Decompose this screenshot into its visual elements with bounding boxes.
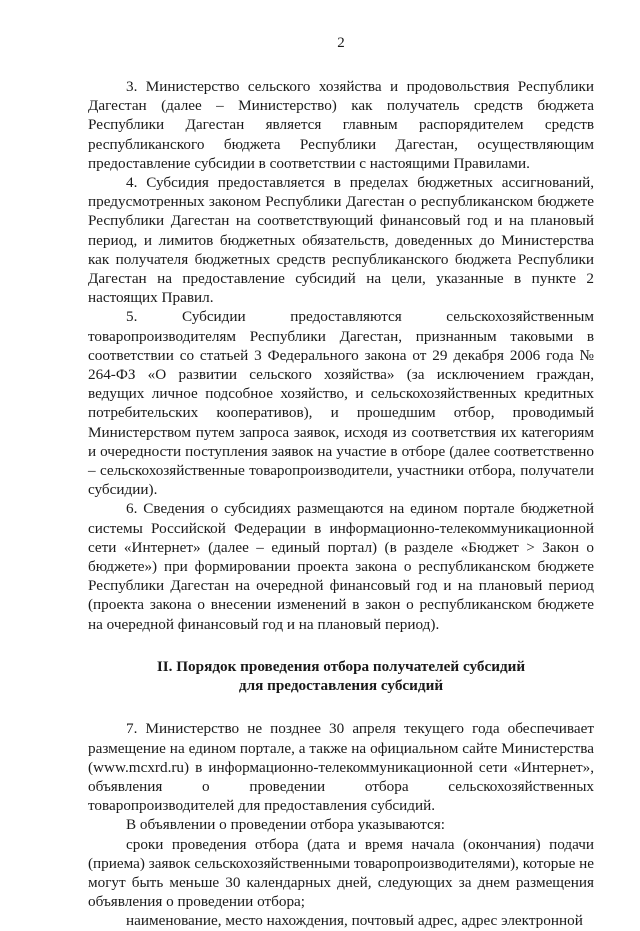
paragraph-4: 4. Субсидия предоставляется в пределах бюджетных ассигнований, предусмотренных законом Республики Дагестан о республиканском бюджете Республики Дагестан на соответствующий финансовый год и на плановый период, и лимитов бюджетных обязательств, доведенных до Министерства как получателя бюджетных средств республиканского бюджета Республики Дагестан на предоставление субсидий на цели, указанные в пункте 2 настоящих Правил.	[88, 174, 594, 307]
paragraph-7: 7. Министерство не позднее 30 апреля текущего года обеспечивает размещение на едином портале, а также на официальном сайте Министерства (www.mcxrd.ru) в информационно-телекоммуникационной сети «Интернет», объявления о проведении отбора сельскохозяйственных товаропроизводителей для предоставления субсидий.	[88, 720, 594, 815]
section-heading	[88, 657, 594, 695]
paragraph-5: 5. Субсидии предоставляются сельскохозяйственным товаропроизводителям Республики Дагестан, признанным таковыми в соответствии со статьей 3 Федерального закона от 29 декабря 2006 года № 264-ФЗ «О развитии сельского хозяйства» (за исключением граждан, ведущих личное подсобное хозяйство, и сельскохозяйственных кредитных потребительских кооперативов), и прошедшим отбор, проводимый Министерством путем запроса заявок, исходя из соответствия их категориям и очередности поступления заявок на участие в отборе (далее соответственно – сельскохозяйственные товаропроизводители, участники отбора, получатели субсидии).	[88, 308, 594, 499]
paragraph-6: 6. Сведения о субсидиях размещаются на едином портале бюджетной системы Российской Федерации в информационно-телекоммуникационной сети «Интернет» (далее – единый портал) (в разделе «Бюджет > Закон о бюджете») при формировании проекта закона о республиканском бюджете Республики Дагестан на очередной финансовый год и на плановый период (проекта закона о внесении изменений в закон о республиканском бюджете на очередной финансовый год и на плановый период).	[88, 500, 594, 633]
section-heading-line-2: для предоставления субсидий	[238, 677, 444, 695]
section-heading-line-1: II. Порядок проведения отбора получателей субсидий	[156, 657, 526, 675]
paragraph-announcement-intro: В объявлении о проведении отбора указываются:	[126, 816, 445, 834]
paragraph-3: 3. Министерство сельского хозяйства и продовольствия Республики Дагестан (далее – Министерство) как получатель средств бюджета Республики Дагестан является главным распорядителем средств республиканского бюджета Республики Дагестан, осуществляющим предоставление субсидии в соответствии с настоящими Правилами.	[88, 78, 594, 172]
page-number: 2	[337, 35, 345, 51]
paragraph-selection-terms: сроки проведения отбора (дата и время начала (окончания) подачи (приема) заявок сельскохозяйственными товаропроизводителями), которые не могут быть меньше 30 календарных дней, следующих за днем размещения объявления о проведении отбора;	[88, 835, 594, 911]
paragraph-name-location: наименование, место нахождения, почтовый адрес, адрес электронной	[126, 912, 583, 930]
